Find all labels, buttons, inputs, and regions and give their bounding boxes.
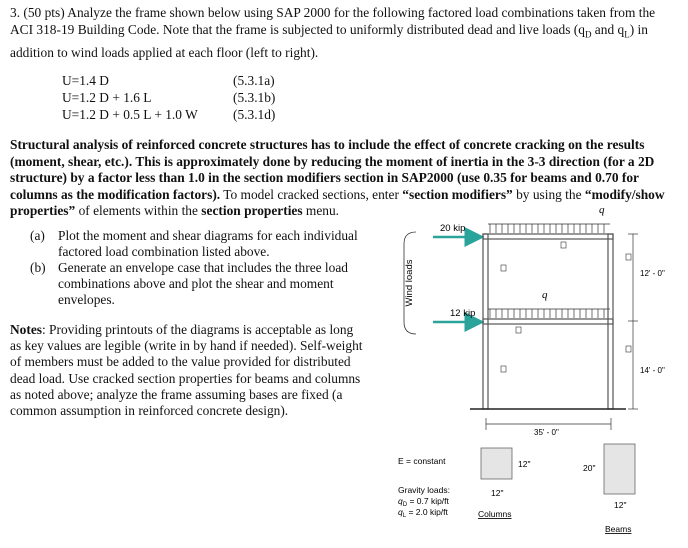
notes-line: dead load. Use cracked section properties for beams and columns [10, 370, 361, 386]
intro-line-2: ACI 318-19 Building Code. Note that the frame is subjected to uniformly distributed dead and live loads ($q_D$ and $q_L$) in [10, 22, 648, 40]
beam-section [604, 444, 635, 494]
task-line: Plot the moment and shear diagrams for each individual [58, 228, 358, 243]
combo-eq: (5.3.1a) [233, 73, 275, 88]
combo-eq: (5.3.1d) [233, 107, 276, 122]
cracking-line-4: columns as the modification factors). To model cracked sections, enter “section modifiers” by using the “modify/show [10, 186, 665, 202]
intro-line-1: 3. (50 pts) Analyze the frame shown below using SAP 2000 for the following factored load combinations taken from the [10, 5, 656, 20]
notes-line-1: Notes: Providing printouts of the diagrams is acceptable as long [10, 322, 354, 337]
dim-top-label: 12' - 0" [640, 269, 665, 278]
beam-width-label: 12" [614, 500, 627, 510]
column-caption: Columns [478, 509, 512, 519]
combo-formula: U=1.2 D + 0.5 L + 1.0 W [62, 107, 198, 122]
notes-line: as noted above; analyze the frame assuming bases are fixed (a [10, 386, 343, 402]
column-width-label: 12" [491, 488, 504, 498]
distributed-load-mid [488, 309, 610, 318]
right-column [608, 234, 613, 409]
column-depth-label: 12" [518, 459, 531, 469]
gravity-ql: $q_L = 2.0$ kip/ft [398, 507, 448, 519]
combo-formula: U=1.2 D + 1.6 L [62, 90, 152, 105]
combo-eq: (5.3.1b) [233, 90, 276, 105]
task-line: combinations above and plot the shear and moment [58, 276, 334, 291]
cracking-line-1: Structural analysis of reinforced concrete structures has to include the effect of concrete cracking on the results [10, 137, 645, 152]
wind-load-mid-label: 12 kip [450, 308, 476, 319]
notes-heading: Notes [10, 322, 42, 337]
cracking-line-5: properties” of elements within the section properties menu. [10, 203, 340, 218]
gravity-loads-title: Gravity loads: [398, 485, 450, 495]
q-mid-label: q [542, 289, 548, 301]
task-label: (b) [30, 260, 46, 275]
notes-line: as key values are legible (write in by hand if needed). Self-weight [10, 338, 363, 354]
roof-beam [483, 234, 613, 239]
section-callouts [501, 242, 631, 372]
left-column [483, 234, 488, 409]
distributed-load-top [488, 224, 610, 233]
notes-line: common assumption in reinforced concrete design). [10, 403, 289, 419]
dim-bottom-label: 14' - 0" [640, 366, 665, 375]
wind-label: Wind loads [404, 259, 415, 307]
span-label: 35' - 0" [534, 428, 559, 437]
intro-line-3: addition to wind loads applied at each floor (left to right). [10, 44, 319, 60]
task-label: (a) [30, 228, 45, 243]
task-line: Generate an envelope case that includes the three load [58, 260, 348, 275]
beam-depth-label: 20" [583, 463, 596, 473]
column-section [481, 448, 512, 479]
e-constant-note: E = constant [398, 456, 446, 466]
cracking-line-3: structure) by a factor less than 1.0 in the section modifiers section in SAP2000 (use 0.35 for beams and 0.70 for [10, 170, 639, 185]
q-top-label: q [599, 204, 605, 216]
task-line: envelopes. [58, 292, 115, 307]
beam-caption: Beams [605, 524, 632, 534]
frame-members [483, 234, 613, 409]
cracking-line-2: (moment, shear, etc.). This is approximately done by reducing the moment of inertia in the 3-3 direction (for a 2D [10, 153, 655, 169]
gravity-qd: $q_D = 0.7$ kip/ft [398, 496, 449, 508]
wind-load-top-label: 20 kip [440, 223, 466, 234]
task-line: factored load combination listed above. [58, 244, 270, 259]
floor-beam [483, 319, 613, 324]
notes-line: of members must be added to the value provided for distributed [10, 354, 351, 370]
combo-formula: U=1.4 D [62, 73, 109, 88]
